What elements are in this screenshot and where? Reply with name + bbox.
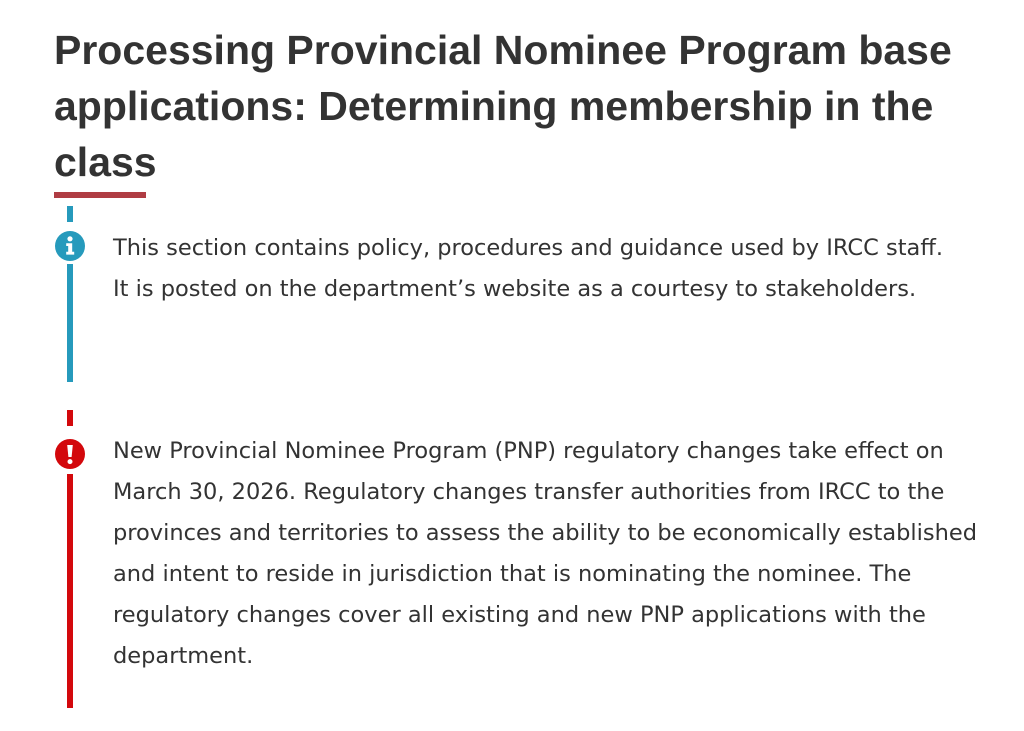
page-title: Processing Provincial Nominee Program base applications: Determining membership in the class xyxy=(54,27,952,185)
info-icon xyxy=(54,230,86,262)
warning-alert-text: New Provincial Nominee Program (PNP) regulatory changes take effect on March 30, 2026. Regulatory changes transfer authorities from IRCC to the provinces and territories to assess the ability to be economically established and intent to reside in jurisdiction that is nominating the nominee. The regulatory changes cover all existing and new PNP applications with the department. xyxy=(113,438,978,669)
warning-alert-bar-top xyxy=(67,410,73,426)
info-alert-text: This section contains policy, procedures and guidance used by IRCC staff. It is posted on the department’s website as a courtesy to stakeholders. xyxy=(113,235,943,302)
exclamation-icon xyxy=(54,438,86,470)
warning-alert-bar xyxy=(67,474,73,708)
info-alert-bar-top xyxy=(67,206,73,222)
info-alert-bar xyxy=(67,264,73,382)
info-alert xyxy=(54,206,984,382)
warning-alert xyxy=(54,410,984,708)
title-underline xyxy=(54,192,146,198)
